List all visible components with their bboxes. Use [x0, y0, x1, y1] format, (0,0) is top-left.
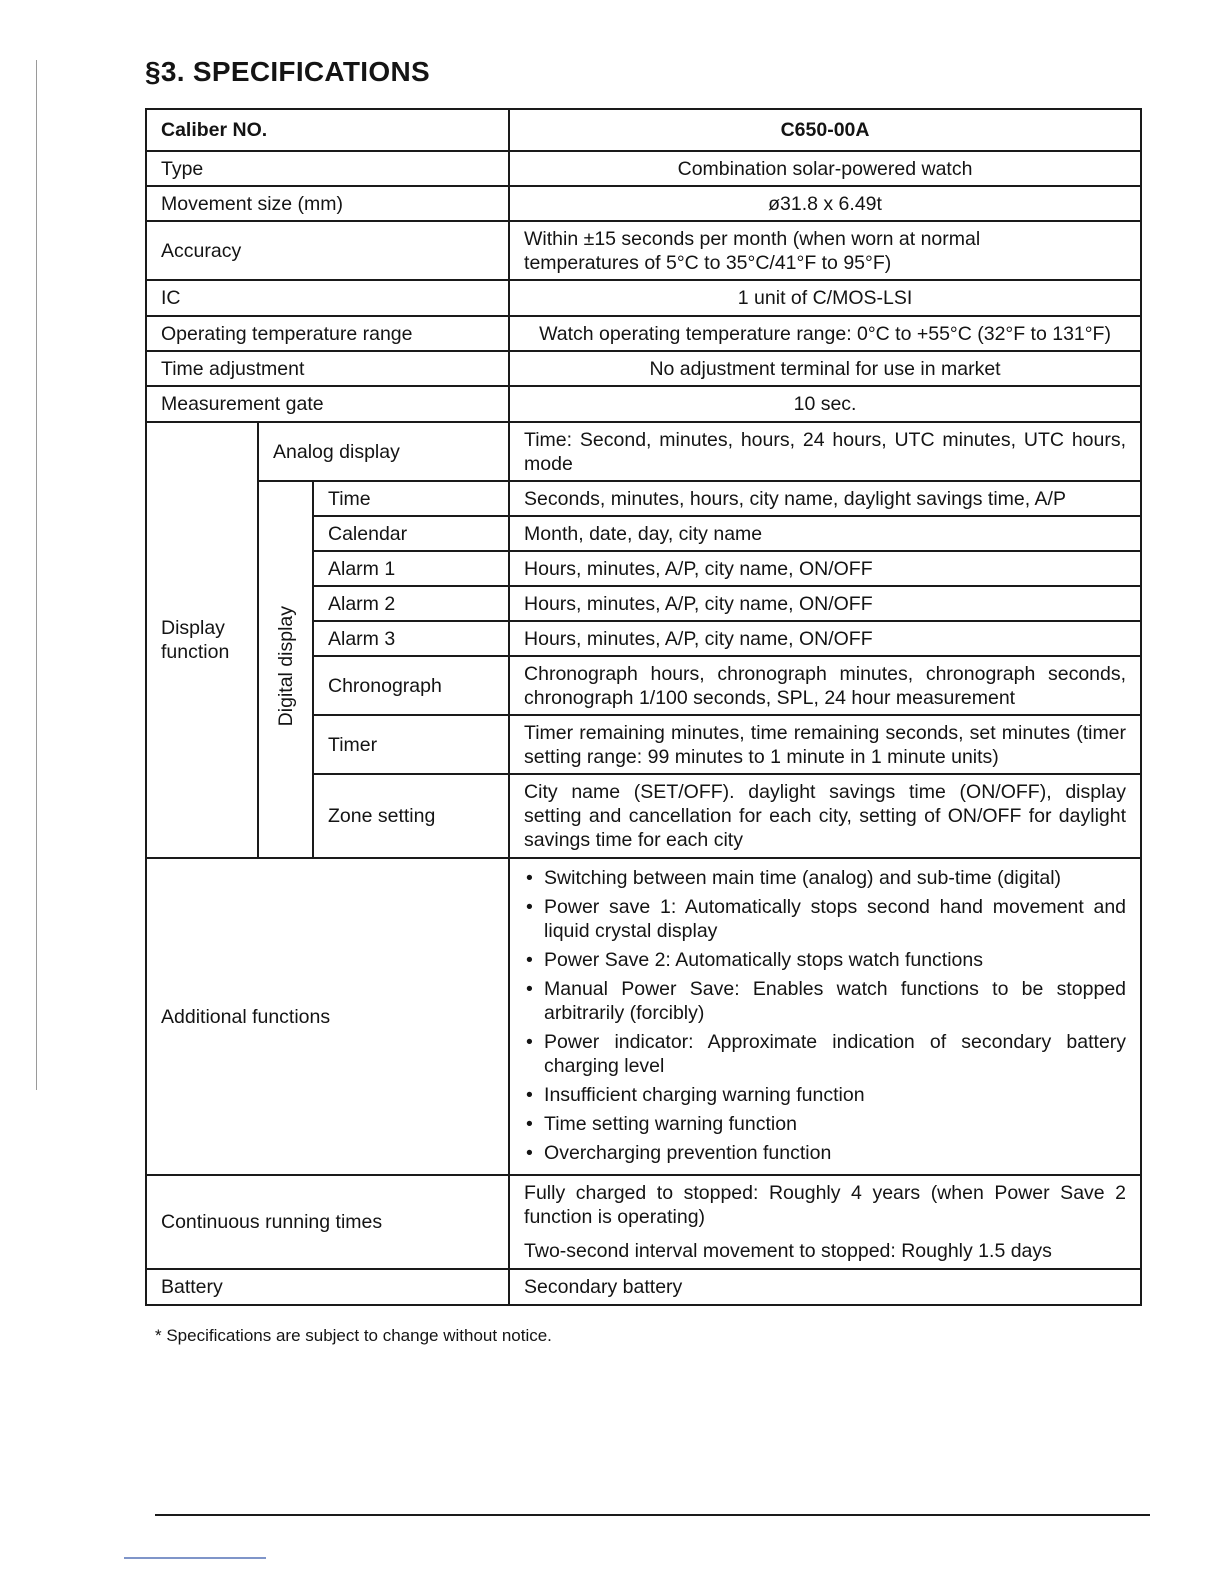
caliber-value: C650-00A — [509, 109, 1141, 151]
digital-item-label: Time — [313, 481, 509, 516]
list-item: • Power indicator: Approximate indication of secondary battery charging level — [524, 1030, 1126, 1078]
row-label: Accuracy — [146, 221, 509, 280]
additional-functions-value — [509, 858, 1141, 1175]
analog-display-value: Time: Second, minutes, hours, 24 hours, UTC minutes, UTC hours, mode — [509, 422, 1141, 481]
page-title: §3. SPECIFICATIONS — [145, 56, 430, 87]
list-item: • Power save 1: Automatically stops second hand movement and liquid crystal display — [524, 895, 1126, 943]
corner-line — [124, 1557, 266, 1559]
digital-item-label: Zone setting — [313, 774, 509, 858]
list-item: • Manual Power Save: Enables watch functions to be stopped arbitrarily (forcibly) — [524, 977, 1126, 1025]
table-row — [146, 1175, 1141, 1269]
accuracy-line: Within ±15 seconds per month (when worn at normal — [524, 227, 981, 250]
digital-item-value: City name (SET/OFF). daylight savings time (ON/OFF), display setting and cancellation for each city, setting of ON/OFF for daylight savings time for each city — [509, 774, 1141, 858]
footnote: * Specifications are subject to change without notice. — [155, 1326, 552, 1345]
list-item: • Power Save 2: Automatically stops watch functions — [524, 948, 1126, 972]
digital-item-label: Timer — [313, 715, 509, 774]
footer-rule — [155, 1514, 1150, 1516]
digital-item-value: Hours, minutes, A/P, city name, ON/OFF — [509, 551, 1141, 586]
row-value: Combination solar-powered watch — [509, 151, 1141, 186]
running-time-line: Two-second interval movement to stopped: Roughly 1.5 days — [524, 1240, 1052, 1262]
row-label: Measurement gate — [146, 386, 509, 422]
caliber-label: Caliber NO. — [146, 109, 509, 151]
battery-label: Battery — [146, 1269, 509, 1305]
row-label: Time adjustment — [146, 351, 509, 386]
running-time-line: Fully charged to stopped: Roughly 4 years (when Power Save 2 function is operating) — [524, 1182, 1127, 1228]
digital-display-label: Digital display — [274, 606, 297, 727]
table-row — [146, 151, 1141, 186]
display-function-label: Display function — [146, 422, 258, 858]
analog-display-label: Analog display — [258, 422, 509, 481]
spacer — [524, 1229, 1126, 1239]
specifications-table — [145, 108, 1142, 1306]
digital-item-label: Alarm 3 — [313, 621, 509, 656]
table-row — [146, 386, 1141, 422]
battery-value: Secondary battery — [509, 1269, 1141, 1305]
additional-functions-label: Additional functions — [146, 858, 509, 1175]
row-label: IC — [146, 280, 509, 316]
list-item: • Insufficient charging warning function — [524, 1083, 1126, 1107]
digital-item-label: Chronograph — [313, 656, 509, 715]
table-row — [146, 481, 1141, 516]
row-value — [509, 221, 1141, 280]
digital-item-label: Alarm 2 — [313, 586, 509, 621]
accuracy-line: temperatures of 5°C to 35°C/41°F to 95°F) — [524, 251, 892, 274]
digital-item-value: Hours, minutes, A/P, city name, ON/OFF — [509, 621, 1141, 656]
running-times-label: Continuous running times — [146, 1175, 509, 1269]
table-row — [146, 351, 1141, 386]
digital-display-cell — [258, 481, 313, 858]
row-value: 1 unit of C/MOS-LSI — [509, 280, 1141, 316]
digital-item-value: Seconds, minutes, hours, city name, daylight savings time, A/P — [509, 481, 1141, 516]
row-value: Watch operating temperature range: 0°C to +55°C (32°F to 131°F) — [509, 316, 1141, 351]
row-value: No adjustment terminal for use in market — [509, 351, 1141, 386]
digital-item-label: Calendar — [313, 516, 509, 551]
row-value: ø31.8 x 6.49t — [509, 186, 1141, 221]
table-row — [146, 316, 1141, 351]
digital-item-value: Timer remaining minutes, time remaining seconds, set minutes (timer setting range: 99 minutes to 1 minute in 1 minute units) — [509, 715, 1141, 774]
table-row — [146, 109, 1141, 151]
running-times-value — [509, 1175, 1141, 1269]
list-item: • Overcharging prevention function — [524, 1141, 1126, 1165]
table-row — [146, 1269, 1141, 1305]
digital-item-value: Chronograph hours, chronograph minutes, chronograph seconds, chronograph 1/100 seconds, SPL, 24 hour measurement — [509, 656, 1141, 715]
table-row — [146, 280, 1141, 316]
table-row — [146, 186, 1141, 221]
additional-functions-list — [524, 866, 1126, 1165]
digital-item-value: Month, date, day, city name — [509, 516, 1141, 551]
table-row — [146, 422, 1141, 481]
table-row — [146, 221, 1141, 280]
list-item: • Time setting warning function — [524, 1112, 1126, 1136]
table-row — [146, 858, 1141, 1175]
margin-line — [36, 60, 37, 1090]
list-item: • Switching between main time (analog) and sub-time (digital) — [524, 866, 1126, 890]
row-label: Operating temperature range — [146, 316, 509, 351]
digital-item-label: Alarm 1 — [313, 551, 509, 586]
row-value: 10 sec. — [509, 386, 1141, 422]
digital-item-value: Hours, minutes, A/P, city name, ON/OFF — [509, 586, 1141, 621]
row-label: Type — [146, 151, 509, 186]
row-label: Movement size (mm) — [146, 186, 509, 221]
